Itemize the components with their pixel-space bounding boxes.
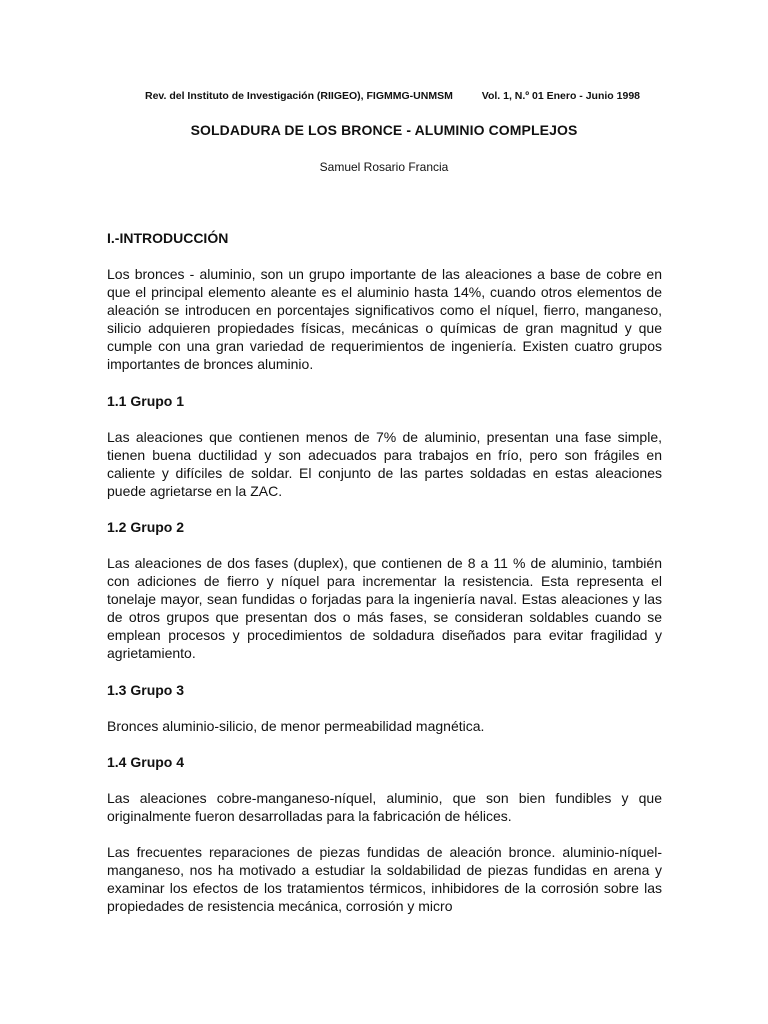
subheading-grupo-3: 1.3 Grupo 3 <box>107 681 185 698</box>
section-heading-introduccion: I.-INTRODUCCIÓN <box>107 230 229 246</box>
subheading-grupo-4: 1.4 Grupo 4 <box>107 753 185 770</box>
volume-info: Vol. 1, N.º 01 Enero - Junio 1998 <box>481 90 640 102</box>
journal-citation: Rev. del Instituto de Investigación (RIIGEO), FIGMMG-UNMSM <box>145 90 453 102</box>
body-content <box>107 229 662 933</box>
paragraph-grupo-1: Las aleaciones que contienen menos de 7% de aluminio, presentan una fase simple, tienen buena ductilidad y son adecuados para trabajos en frío, pero son frágiles en caliente y difíciles de soldar. El conjunto de las partes soldadas en estas aleaciones puede agrietarse en la ZAC. <box>107 428 662 499</box>
subheading-grupo-2: 1.2 Grupo 2 <box>107 518 185 535</box>
paragraph-grupo-4: Las aleaciones cobre-manganeso-níquel, aluminio, que son bien fundibles y que originalmente fueron desarrolladas para la fabricación de hélices. <box>107 789 662 824</box>
paragraph-grupo-2: Las aleaciones de dos fases (duplex), que contienen de 8 a 11 % de aluminio, también con adiciones de fierro y níquel para incrementar la resistencia. Esta representa el tonelaje mayor, sean fundidas o forjadas para la ingeniería naval. Estas aleaciones y las de otros grupos que presentan dos o más fases, se consideran soldables cuando se emplean procesos y procedimientos de soldadura diseñados para evitar fragilidad y agrietamiento. <box>107 554 662 662</box>
paper-title: SOLDADURA DE LOS BRONCE - ALUMINIO COMPLEJOS <box>190 122 578 138</box>
paragraph-reparaciones: Las frecuentes reparaciones de piezas fundidas de aleación bronce. aluminio-níquel-manganeso, nos ha motivado a estudiar la soldabilidad de piezas fundidas en arena y examinar los efectos de los tratamientos térmicos, inhibidores de la corrosión sobre las propiedades de resistencia mecánica, corrosión y micro <box>107 843 662 915</box>
author-name: Samuel Rosario Francia <box>319 160 449 174</box>
subheading-grupo-1: 1.1 Grupo 1 <box>107 392 185 409</box>
paragraph-introduccion: Los bronces - aluminio, son un grupo importante de las aleaciones a base de cobre en que el principal elemento aleante es el aluminio hasta 14%, cuando otros elementos de aleación se introducen en porcentajes significativos como el níquel, fierro, manganeso, silicio adquieren propiedades físicas, mecánicas o químicas de gran magnitud y que cumple con una gran variedad de requerimientos de ingeniería. Existen cuatro grupos importantes de bronces aluminio. <box>107 266 662 373</box>
paragraph-grupo-3: Bronces aluminio-silicio, de menor permeabilidad magnética. <box>107 717 485 734</box>
